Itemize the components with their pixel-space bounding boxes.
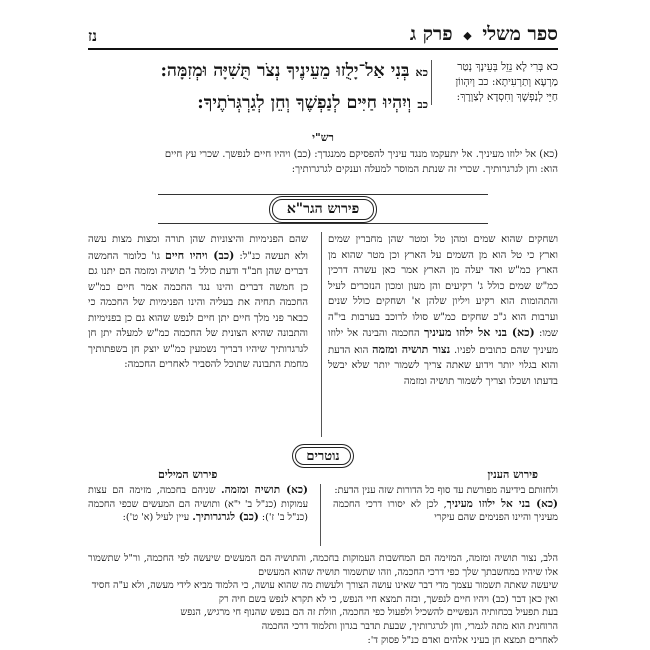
inyan-text: לאחרים תמצא חן בעיני אלהים ואדם כנ"ל פסוק ד':	[367, 634, 558, 646]
bottom-commentary	[88, 484, 558, 646]
running-title	[410, 23, 558, 46]
gra-heading: נצור תושיה ומזמה	[372, 342, 451, 356]
inyan-heading: (כא) בני אל ילוזו מעיניך	[446, 497, 558, 510]
gra-right-column	[328, 232, 558, 389]
book-title: ספר משלי	[482, 23, 558, 45]
gra-text: החכמה והבינה אל ילוזו מעיניך שהם כתובים לפניו.	[328, 328, 559, 356]
verse-22: וְיִהְיוּ חַיִּים לְנַפְשֶׁךָ וְחֵן לְגַרְגְּרֹתֶיךָ:	[197, 93, 412, 113]
inyan-text: ואין כאן דבר (כב) ויהיו חיים לנפשך, ובזה תמצא חיי הנפש, כי לא תקרא לנפש בשם חיה רק	[218, 593, 558, 605]
gra-heading: (כב) ויהיו חיים	[165, 248, 235, 262]
peirush-hainyan-title: פירוש הענין	[487, 468, 538, 481]
verse-number: כב	[417, 98, 428, 111]
gra-title: פירוש הגר"א	[272, 199, 374, 220]
gra-heading: (כא) בני אל ילוזו מעיניך	[424, 326, 535, 339]
page-number: נז	[88, 27, 98, 45]
targum-line: כא בְּרִי לָא נֵזֵל בְּעֵינָךְ נְטַר	[457, 61, 558, 73]
gra-text: שהם הפנימיות והיצוניות שהן תורה ומצות מצות עשה ולא תעשה כנ"ל:	[88, 234, 308, 262]
targum-line: חַיֵּי לְנַפְשָׁךְ וְחִסְדָא לְצַוְרָךְ:	[456, 91, 558, 103]
verse-number: כא	[415, 66, 428, 79]
diamond-icon: ◆	[463, 28, 472, 42]
inyan-text: הרוחנית הוא מתה לגמרי, וחן לגרגרותיך, שבעת תדבר בגרון ותלמוד דרכי החכמה	[261, 620, 558, 632]
gra-ornament	[158, 194, 488, 224]
page	[88, 12, 559, 646]
milim-column	[88, 484, 308, 525]
inyan-text: שיעשה שאתה תשמור עצמך מדי דבר שאינו עושה הצורך ולעשות מה שהוא עושה, כי הלמוד מביא לידי מעשה, ולא ע"ה חסיד	[91, 580, 558, 592]
nutrim-title: נוטרים	[295, 447, 350, 465]
bottom-titles	[88, 468, 558, 484]
page-header	[88, 12, 558, 50]
column-divider	[321, 232, 322, 437]
chapter-title: פרק ג	[409, 23, 453, 45]
rashi-line: הוא: וחן לגרגרותיך. שכרי זה שנתת המוסר למעלה וענקים לגרגרותיך:	[291, 164, 558, 175]
milim-heading: (כא) תושיה ומזמה.	[220, 484, 308, 496]
verse-section	[88, 56, 558, 122]
column-divider	[320, 484, 321, 546]
gra-text: גו' כלומר החמשה דברים שהן חב"ד ודעת כולל ב' תושיה ומזמה הם יתנו גם כן חמשה דברים והינו נגד החכמה אמר חיים כמ"ש החכמה תחיה את בעליה והינו הפנימיות של החכמה כי כבאר פני מלך חיים יתן חיים לנפש שהוא גם כן בפנימיות והתבונה שהיא הצונית של החכמה כמ"ש למעלה יתן חן לגרגרותיך שיהיו דבריך נשמעין כמ"ש יוצק חן בשפתותיך מחמת התבונה שתוכל להסביר לאחרים החכמה:	[88, 250, 308, 370]
targum-column	[431, 60, 558, 105]
milim-heading: (כב) לגרגרותיך.	[192, 511, 259, 524]
rashi-title: רש"י	[312, 131, 334, 144]
nutrim-ornament	[278, 442, 368, 470]
milim-text: עיין לעיל (א' ט'):	[122, 512, 190, 524]
gra-commentary	[88, 232, 558, 442]
gra-text: הוא הדעת והוא בגלוי יותר וידוע שאתה צריך לשמור יותר שלא יבשל בדעתו ושכלו וצריך לשמור תושיה ומזמה	[328, 344, 558, 387]
inyan-continuation	[88, 552, 558, 647]
milim-text: שניהם בחכמה, מזימה הם עצות עמוקות (כנ"ל ב' י"א) ותושיה הם המעשים שכפי החכמה	[88, 485, 308, 510]
inyan-text: בעת תפעיל בכחותיה הנפשיים להשכיל ולפעול כפי החכמה, וזולת זה הם בנפש שהנוף חי מרגיש, הנפש	[180, 607, 558, 619]
inyan-text: הלב, נצור תושיה ומזמה, המזימה הם המחשבות העמוקות בחכמה, והתושיה הם המעשים שיעשה לפי החכמה, ור"ל שתשמור אלו שיהיו במחשבתך שלך כפי דרכי החכמה, וזהו שתשמור תושיה שהוא המעשים	[88, 553, 558, 578]
peirush-hamilim-title: פירוש המילים	[158, 468, 218, 481]
milim-text: (כנ"ל ב' ז'):	[261, 512, 308, 524]
verse-21: בְּנִי אַל־יָלֻזוּ מֵעֵינֶיךָ נְצֹר תֻּשִׁיָּה וּמְזִמָּה:	[160, 61, 410, 81]
inyan-text: , לכן לא יסורו דרכי החכמה מעיניך והיינו הפנימים שהם עיקרי	[333, 498, 558, 524]
targum-line: מַרְעָא וְתַרְעִיתָא: כב וְיִהְווֹן	[455, 76, 558, 88]
verse-text	[88, 56, 428, 120]
gra-left-column	[88, 232, 308, 373]
rashi-line: (כא) אל ילוזו מעיניך. אל יתעקמו מנגד עיניך להפסיקם ממנגדך: (כב) ויהיו חיים לנפשך. שכרי עץ חיים	[164, 149, 558, 160]
inyan-column	[333, 484, 558, 525]
rashi-commentary	[88, 130, 558, 190]
gra-text: ושחקים שהוא שמים ומהן טל ומטר שהן מחברין שמים וארץ כי טל הוא מן השמים על הארץ וכן מטר שהוא מן הארץ כמ"ש ואד יעלה מן הארץ אמר כאן עשרה דרכין כמ"ש שמים כולל ג' רקיעים והן מעון ומכון הנזכרים לעיל והתהומות הוא רקיע ויליון שלהן א' ושחקים כולל שנים וערבות הוא ג"כ שחקים כמ"ש סולו לרוכב בערבות בי"ה שמו:	[328, 234, 558, 339]
inyan-text: ולחזותם בידיעה מפורשת עד סוף כל הדורות שזה ענין הדעת:	[334, 485, 558, 496]
